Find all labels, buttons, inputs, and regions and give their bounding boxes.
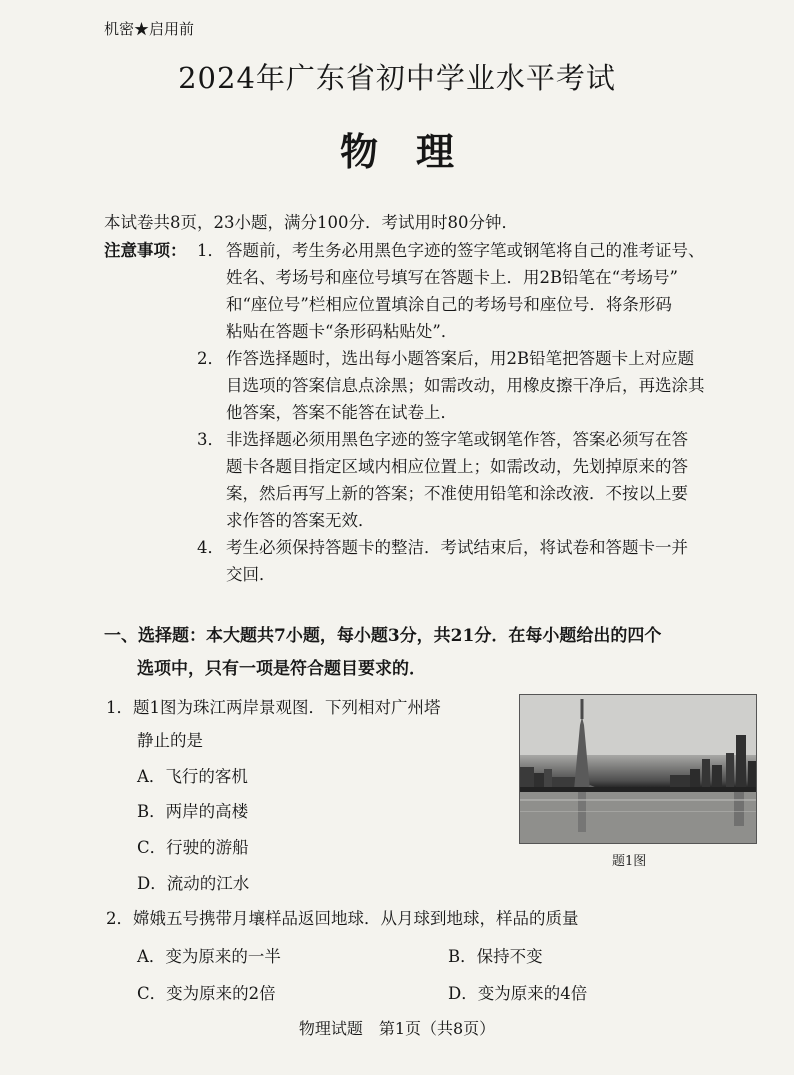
note-line: 交回．: [226, 565, 276, 584]
note-line: 求作答的答案无效．: [226, 511, 375, 530]
pearl-river-photo: [519, 694, 757, 844]
question-2-option-b: B．保持不变: [448, 947, 543, 966]
note-line: 答题前，考生务必用黑色字迹的签字笔或钢笔将自己的准考证号、: [226, 241, 705, 260]
question-1-option-a: A．飞行的客机: [137, 767, 248, 786]
subject-title: 物理: [339, 129, 492, 174]
note-line: 考生必须保持答题卡的整洁．考试结束后，将试卷和答题卡一并: [226, 538, 688, 557]
note-line: 他答案，答案不能答在试卷上．: [226, 403, 457, 422]
note-line: 案，然后再写上新的答案；不准使用铅笔和涂改液．不按以上要: [226, 484, 688, 503]
note-number: 2．: [197, 349, 224, 368]
question-1-stem: 1．题1图为珠江两岸景观图．下列相对广州塔: [106, 698, 441, 717]
note-number: 4．: [197, 538, 224, 557]
question-1-option-c: C．行驶的游船: [137, 838, 249, 857]
note-line: 非选择题必须用黑色字迹的签字笔或钢笔作答，答案必须写在答: [226, 430, 688, 449]
question-1-stem-continued: 静止的是: [137, 731, 203, 750]
note-line: 姓名、考场号和座位号填写在答题卡上．用2B铅笔在“考场号”: [226, 268, 678, 287]
question-1-option-b: B．两岸的高楼: [137, 802, 249, 821]
question-2-stem: 2．嫦娥五号携带月壤样品返回地球．从月球到地球，样品的质量: [106, 909, 579, 928]
section-heading: 一、选择题：本大题共7小题，每小题3分，共21分．在每小题给出的四个: [104, 626, 662, 646]
question-2-option-d: D．变为原来的4倍: [448, 984, 588, 1003]
confidential-label: 机密★启用前: [104, 20, 195, 38]
figure-caption: 题1图: [612, 854, 647, 869]
note-number: 1．: [197, 241, 224, 260]
question-2-option-a: A．变为原来的一半: [137, 947, 281, 966]
question-2-option-c: C．变为原来的2倍: [137, 984, 276, 1003]
notes-label: 注意事项：: [104, 241, 187, 260]
note-line: 目选项的答案信息点涂黑；如需改动，用橡皮擦干净后，再选涂其: [226, 376, 705, 395]
exam-title: 2024年广东省初中学业水平考试: [178, 61, 616, 95]
page-footer: 物理试题 第1页（共8页）: [298, 1019, 496, 1038]
exam-intro: 本试卷共8页，23小题，满分100分．考试用时80分钟．: [104, 213, 518, 232]
question-1-option-d: D．流动的江水: [137, 874, 250, 893]
note-line: 和“座位号”栏相应位置填涂自己的考场号和座位号．将条形码: [226, 295, 672, 314]
note-number: 3．: [197, 430, 224, 449]
note-line: 题卡各题目指定区域内相应位置上；如需改动，先划掉原来的答: [226, 457, 688, 476]
note-line: 作答选择题时，选出每小题答案后，用2B铅笔把答题卡上对应题: [226, 349, 695, 368]
note-line: 粘贴在答题卡“条形码粘贴处”．: [226, 322, 458, 341]
section-heading-continued: 选项中，只有一项是符合题目要求的．: [137, 659, 426, 679]
